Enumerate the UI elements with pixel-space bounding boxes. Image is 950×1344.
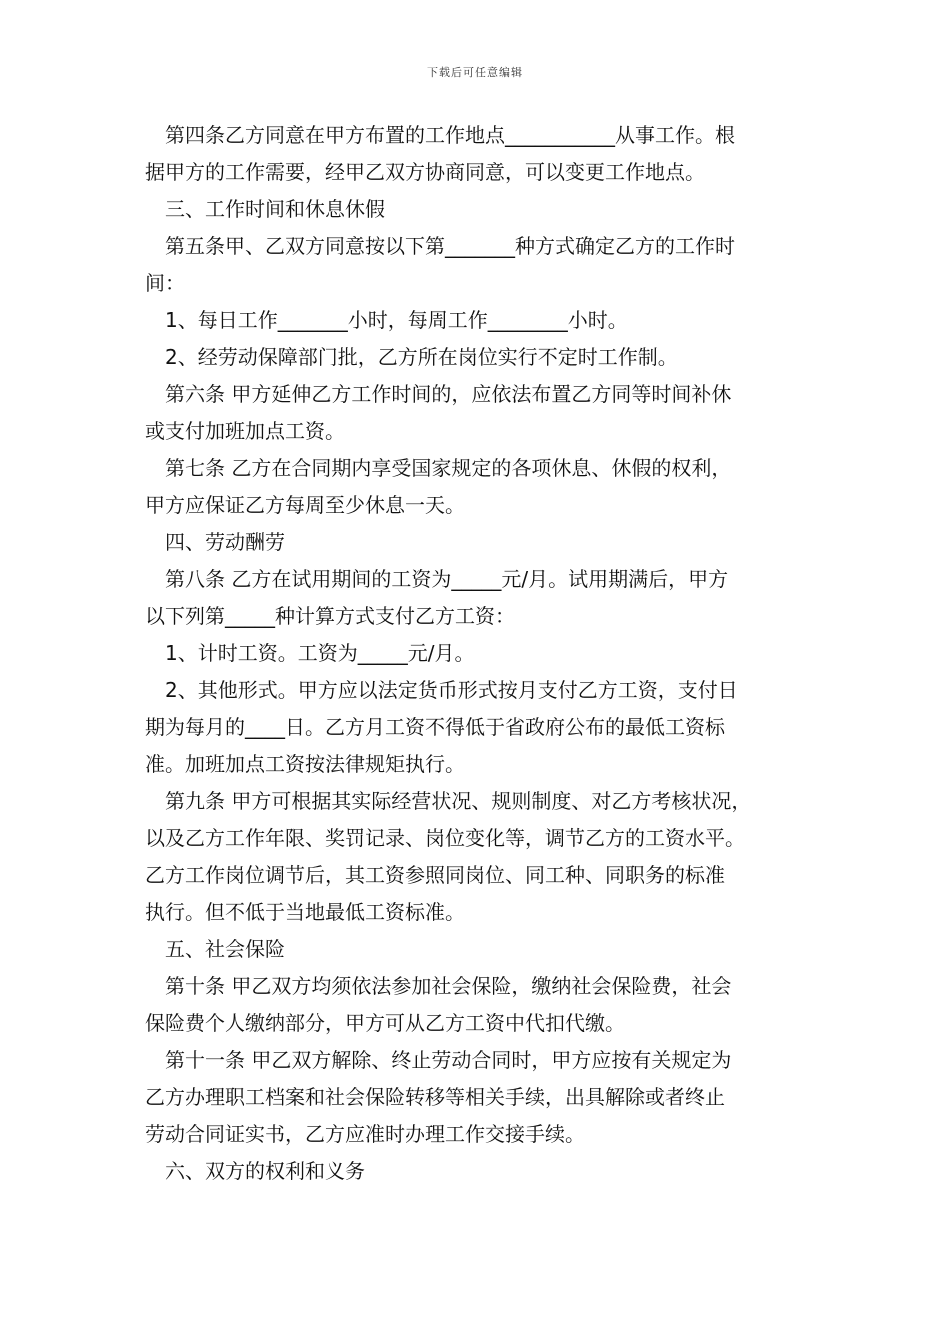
document-line: 据甲方的工作需要，经甲乙双方协商同意，可以变更工作地点。 bbox=[145, 160, 705, 184]
document-line: 第九条 甲方可根据其实际经营状况、规则制度、对乙方考核状况， bbox=[165, 789, 752, 813]
document-line: 第四条乙方同意在甲方布置的工作地点___________从事工作。根 bbox=[165, 123, 735, 147]
document-line: 五、社会保险 bbox=[165, 937, 285, 961]
document-line: 准。加班加点工资按法律规矩执行。 bbox=[145, 752, 465, 776]
document-line: 第六条 甲方延伸乙方工作时间的，应依法布置乙方同等时间补休 bbox=[165, 382, 732, 406]
document-line: 乙方工作岗位调节后，其工资参照同岗位、同工种、同职务的标准 bbox=[145, 863, 725, 887]
document-line: 或支付加班加点工资。 bbox=[145, 419, 345, 443]
document-line: 保险费个人缴纳部分，甲方可从乙方工资中代扣代缴。 bbox=[145, 1011, 625, 1035]
document-line: 四、劳动酬劳 bbox=[165, 530, 285, 554]
document-line: 2、其他形式。甲方应以法定货币形式按月支付乙方工资，支付日 bbox=[165, 678, 738, 702]
document-line: 三、工作时间和休息休假 bbox=[165, 197, 385, 221]
document-line: 期为每月的____日。乙方月工资不得低于省政府公布的最低工资标 bbox=[145, 715, 725, 739]
document-line: 甲方应保证乙方每周至少休息一天。 bbox=[145, 493, 465, 517]
document-line: 六、双方的权利和义务 bbox=[165, 1159, 365, 1183]
document-line: 乙方办理职工档案和社会保险转移等相关手续，出具解除或者终止 bbox=[145, 1085, 725, 1109]
document-line: 1、每日工作_______小时，每周工作________小时。 bbox=[165, 308, 628, 332]
document-line: 间： bbox=[145, 271, 185, 295]
document-body bbox=[145, 117, 810, 1190]
document-line: 第十一条 甲乙双方解除、终止劳动合同时，甲方应按有关规定为 bbox=[165, 1048, 732, 1072]
document-line: 第七条 乙方在合同期内享受国家规定的各项休息、休假的权利， bbox=[165, 456, 732, 480]
document-line: 劳动合同证实书，乙方应准时办理工作交接手续。 bbox=[145, 1122, 585, 1146]
document-line: 1、计时工资。工资为_____元/月。 bbox=[165, 641, 475, 665]
document-line: 第十条 甲乙双方均须依法参加社会保险，缴纳社会保险费，社会 bbox=[165, 974, 732, 998]
document-line: 第五条甲、乙双方同意按以下第_______种方式确定乙方的工作时 bbox=[165, 234, 735, 258]
document-line: 第八条 乙方在试用期间的工资为_____元/月。试用期满后，甲方 bbox=[165, 567, 729, 591]
page-header: 下载后可任意编辑 bbox=[427, 66, 523, 79]
document-line: 以下列第_____种计算方式支付乙方工资： bbox=[145, 604, 515, 628]
document-line: 以及乙方工作年限、奖罚记录、岗位变化等，调节乙方的工资水平。 bbox=[145, 826, 745, 850]
document-line: 执行。但不低于当地最低工资标准。 bbox=[145, 900, 465, 924]
document-line: 2、经劳动保障部门批，乙方所在岗位实行不定时工作制。 bbox=[165, 345, 678, 369]
